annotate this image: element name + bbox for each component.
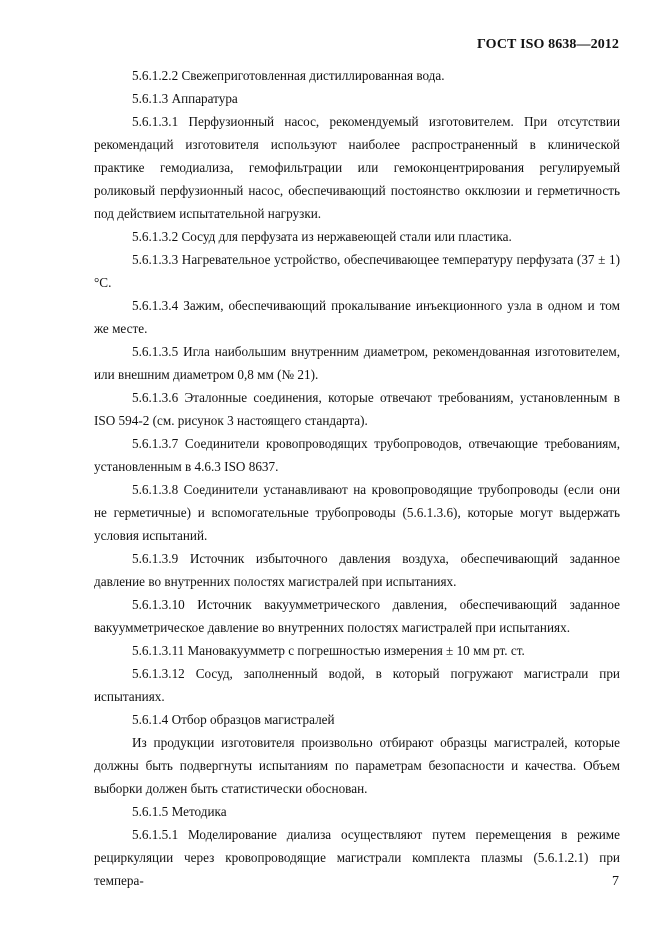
paragraph: 5.6.1.3.6 Эталонные соединения, которые отвечают требованиям, установленным в ISO 594-2 (см. рисунок 3 настоящего стандарта). xyxy=(94,390,620,428)
paragraph: 5.6.1.3.11 Мановакуумметр с погрешностью измерения ± 10 мм рт. ст. xyxy=(132,643,525,658)
paragraph: 5.6.1.5.1 Моделирование диализа осуществляют путем перемещения в режиме рециркуляции через кровопроводящие магистрали комплекта плазмы (5.6.1.2.1) при темпера- xyxy=(94,827,620,888)
paragraph: 5.6.1.3.2 Сосуд для перфузата из нержавеющей стали или пластика. xyxy=(132,229,512,244)
paragraph: 5.6.1.3.7 Соединители кровопроводящих трубопроводов, отвечающие требованиям, установленным в 4.6.3 ISO 8637. xyxy=(94,436,620,474)
paragraph: 5.6.1.3.9 Источник избыточного давления воздуха, обеспечивающий заданное давление во внутренних полостях магистралей при испытаниях. xyxy=(94,551,620,589)
paragraph: 5.6.1.3.1 Перфузионный насос, рекомендуемый изготовителем. При отсутствии рекомендаций изготовителя используют наиболее распространенный в клинической практике гемодиализа, гемофильтрации или гемоконцентрирования регулируемый роликовый перфузионный насос, обеспечивающий постоянство окклюзии и герметичность под действием испытательной нагрузки. xyxy=(94,114,620,221)
paragraph: 5.6.1.2.2 Свежеприготовленная дистиллированная вода. xyxy=(132,68,445,83)
section-heading: 5.6.1.5 Методика xyxy=(132,804,227,819)
paragraph: 5.6.1.3.8 Соединители устанавливают на кровопроводящие трубопроводы (если они не герметичные) и вспомогательные трубопроводы (5.6.1.3.6), которые могут выдержать условия испытаний. xyxy=(94,482,620,543)
section-heading: 5.6.1.4 Отбор образцов магистралей xyxy=(132,712,335,727)
standard-header: ГОСТ ISO 8638—2012 xyxy=(477,37,619,52)
paragraph: 5.6.1.3.4 Зажим, обеспечивающий прокалывание инъекционного узла в одном и том же месте. xyxy=(94,298,620,336)
page-number: 7 xyxy=(612,874,619,889)
paragraph: Из продукции изготовителя произвольно отбирают образцы магистралей, которые должны быть подвергнуты испытаниям по параметрам безопасности и качества. Объем выборки должен быть статистически обоснован. xyxy=(94,735,620,796)
document-body xyxy=(94,64,620,892)
paragraph: 5.6.1.3.10 Источник вакуумметрического давления, обеспечивающий заданное вакуумметрическое давление во внутренних полостях магистралей при испытаниях. xyxy=(94,597,620,635)
paragraph: 5.6.1.3.12 Сосуд, заполненный водой, в который погружают магистрали при испытаниях. xyxy=(94,666,620,704)
paragraph: 5.6.1.3.5 Игла наибольшим внутренним диаметром, рекомендованная изготовителем, или внешним диаметром 0,8 мм (№ 21). xyxy=(94,344,620,382)
section-heading: 5.6.1.3 Аппаратура xyxy=(132,91,238,106)
paragraph: 5.6.1.3.3 Нагревательное устройство, обеспечивающее температуру перфузата (37 ± 1) °С. xyxy=(94,252,620,290)
